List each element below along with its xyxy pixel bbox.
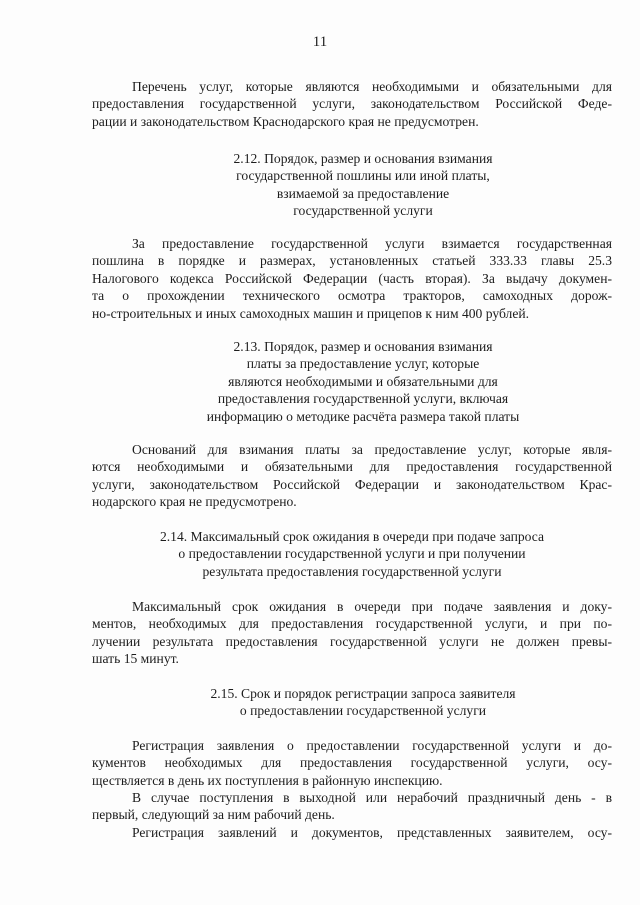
- heading-2-14: [92, 528, 612, 580]
- paragraph-no-fees: [92, 441, 612, 511]
- heading-line: 2.12. Порядок, размер и основания взимания: [233, 151, 493, 166]
- text-line: Налогового кодекса Российской Федерации (часть вторая). За выдачу докумен-: [92, 270, 612, 286]
- heading-line: о предоставлении государственной услуги и при получении: [178, 546, 526, 562]
- text-line: нодарского края не предусмотрено.: [92, 494, 297, 510]
- text-line: пошлина в порядке и размерах, установленных статьей 333.33 главы 25.3: [92, 253, 612, 269]
- heading-line: 2.15. Срок и порядок регистрации запроса заявителя: [210, 686, 516, 701]
- text-line: рации и законодательством Краснодарского края не предусмотрен.: [92, 113, 479, 129]
- heading-line: взимаемой за предоставление: [276, 185, 450, 201]
- heading-2-13: [92, 338, 612, 425]
- text-line: Максимальный срок ожидания в очереди при подаче заявления и доку-: [132, 599, 612, 614]
- text-line: та о прохождении технического осмотра тракторов, самоходных дорож-: [92, 288, 612, 304]
- heading-line: информацию о методике расчёта размера такой платы: [206, 408, 520, 424]
- text-line: За предоставление государственной услуги взимается государственная: [132, 236, 612, 251]
- text-line: предоставления государственной услуги, законодательством Российской Феде-: [92, 96, 612, 112]
- text-line: Перечень услуг, которые являются необходимыми и обязательными для: [132, 79, 612, 94]
- text-line: кументов необходимых для предоставления государственной услуги, осу-: [92, 755, 612, 771]
- text-line: шать 15 минут.: [92, 651, 179, 667]
- paragraph-services-list: [92, 78, 612, 130]
- text-line: ментов, необходимых для предоставления государственной услуги, и при по-: [92, 616, 612, 632]
- text-line: первый, следующий за ним рабочий день.: [92, 807, 335, 823]
- heading-line: 2.13. Порядок, размер и основания взимания: [233, 339, 493, 354]
- heading-line: о предоставлении государственной услуги: [239, 703, 487, 719]
- text-line: ются необходимыми и обязательными для предоставления государственной: [92, 459, 612, 475]
- text-line: лучении результата предоставления государственной услуги не должен превы-: [92, 633, 612, 649]
- paragraph-waiting-time: [92, 598, 612, 668]
- heading-2-12: [92, 150, 612, 220]
- heading-line: предоставления государственной услуги, включая: [217, 391, 509, 407]
- heading-2-15: [92, 685, 612, 720]
- text-line: В случае поступления в выходной или нерабочий праздничный день - в: [132, 790, 612, 805]
- text-line: услуги, законодательством Российской Федерации и законодательством Крас-: [92, 476, 612, 492]
- text-line: ществляется в день их поступления в районную инспекцию.: [92, 772, 443, 788]
- paragraph-state-fee: [92, 235, 612, 322]
- heading-line: государственной услуги: [293, 203, 433, 219]
- paragraph-registration: [92, 737, 612, 789]
- paragraph-holiday: [92, 789, 612, 824]
- paragraph-registration-continued: [92, 824, 612, 841]
- heading-line: государственной пошлины или иной платы,: [236, 168, 490, 184]
- text-line: но-строительных и иных самоходных машин и прицепов к ним 400 рублей.: [92, 305, 530, 321]
- text-line: Регистрация заявления о предоставлении государственной услуги и до-: [132, 738, 612, 753]
- text-line: Регистрация заявлений и документов, представленных заявителем, осу-: [132, 825, 612, 840]
- heading-line: являются необходимыми и обязательными для: [228, 373, 498, 389]
- page-number: 11: [312, 34, 328, 50]
- heading-line: результата предоставления государственной услуги: [202, 563, 502, 579]
- text-line: Оснований для взимания платы за предоставление услуг, которые явля-: [132, 442, 612, 457]
- heading-line: платы за предоставление услуг, которые: [246, 356, 480, 372]
- heading-line: 2.14. Максимальный срок ожидания в очереди при подаче запроса: [159, 529, 545, 544]
